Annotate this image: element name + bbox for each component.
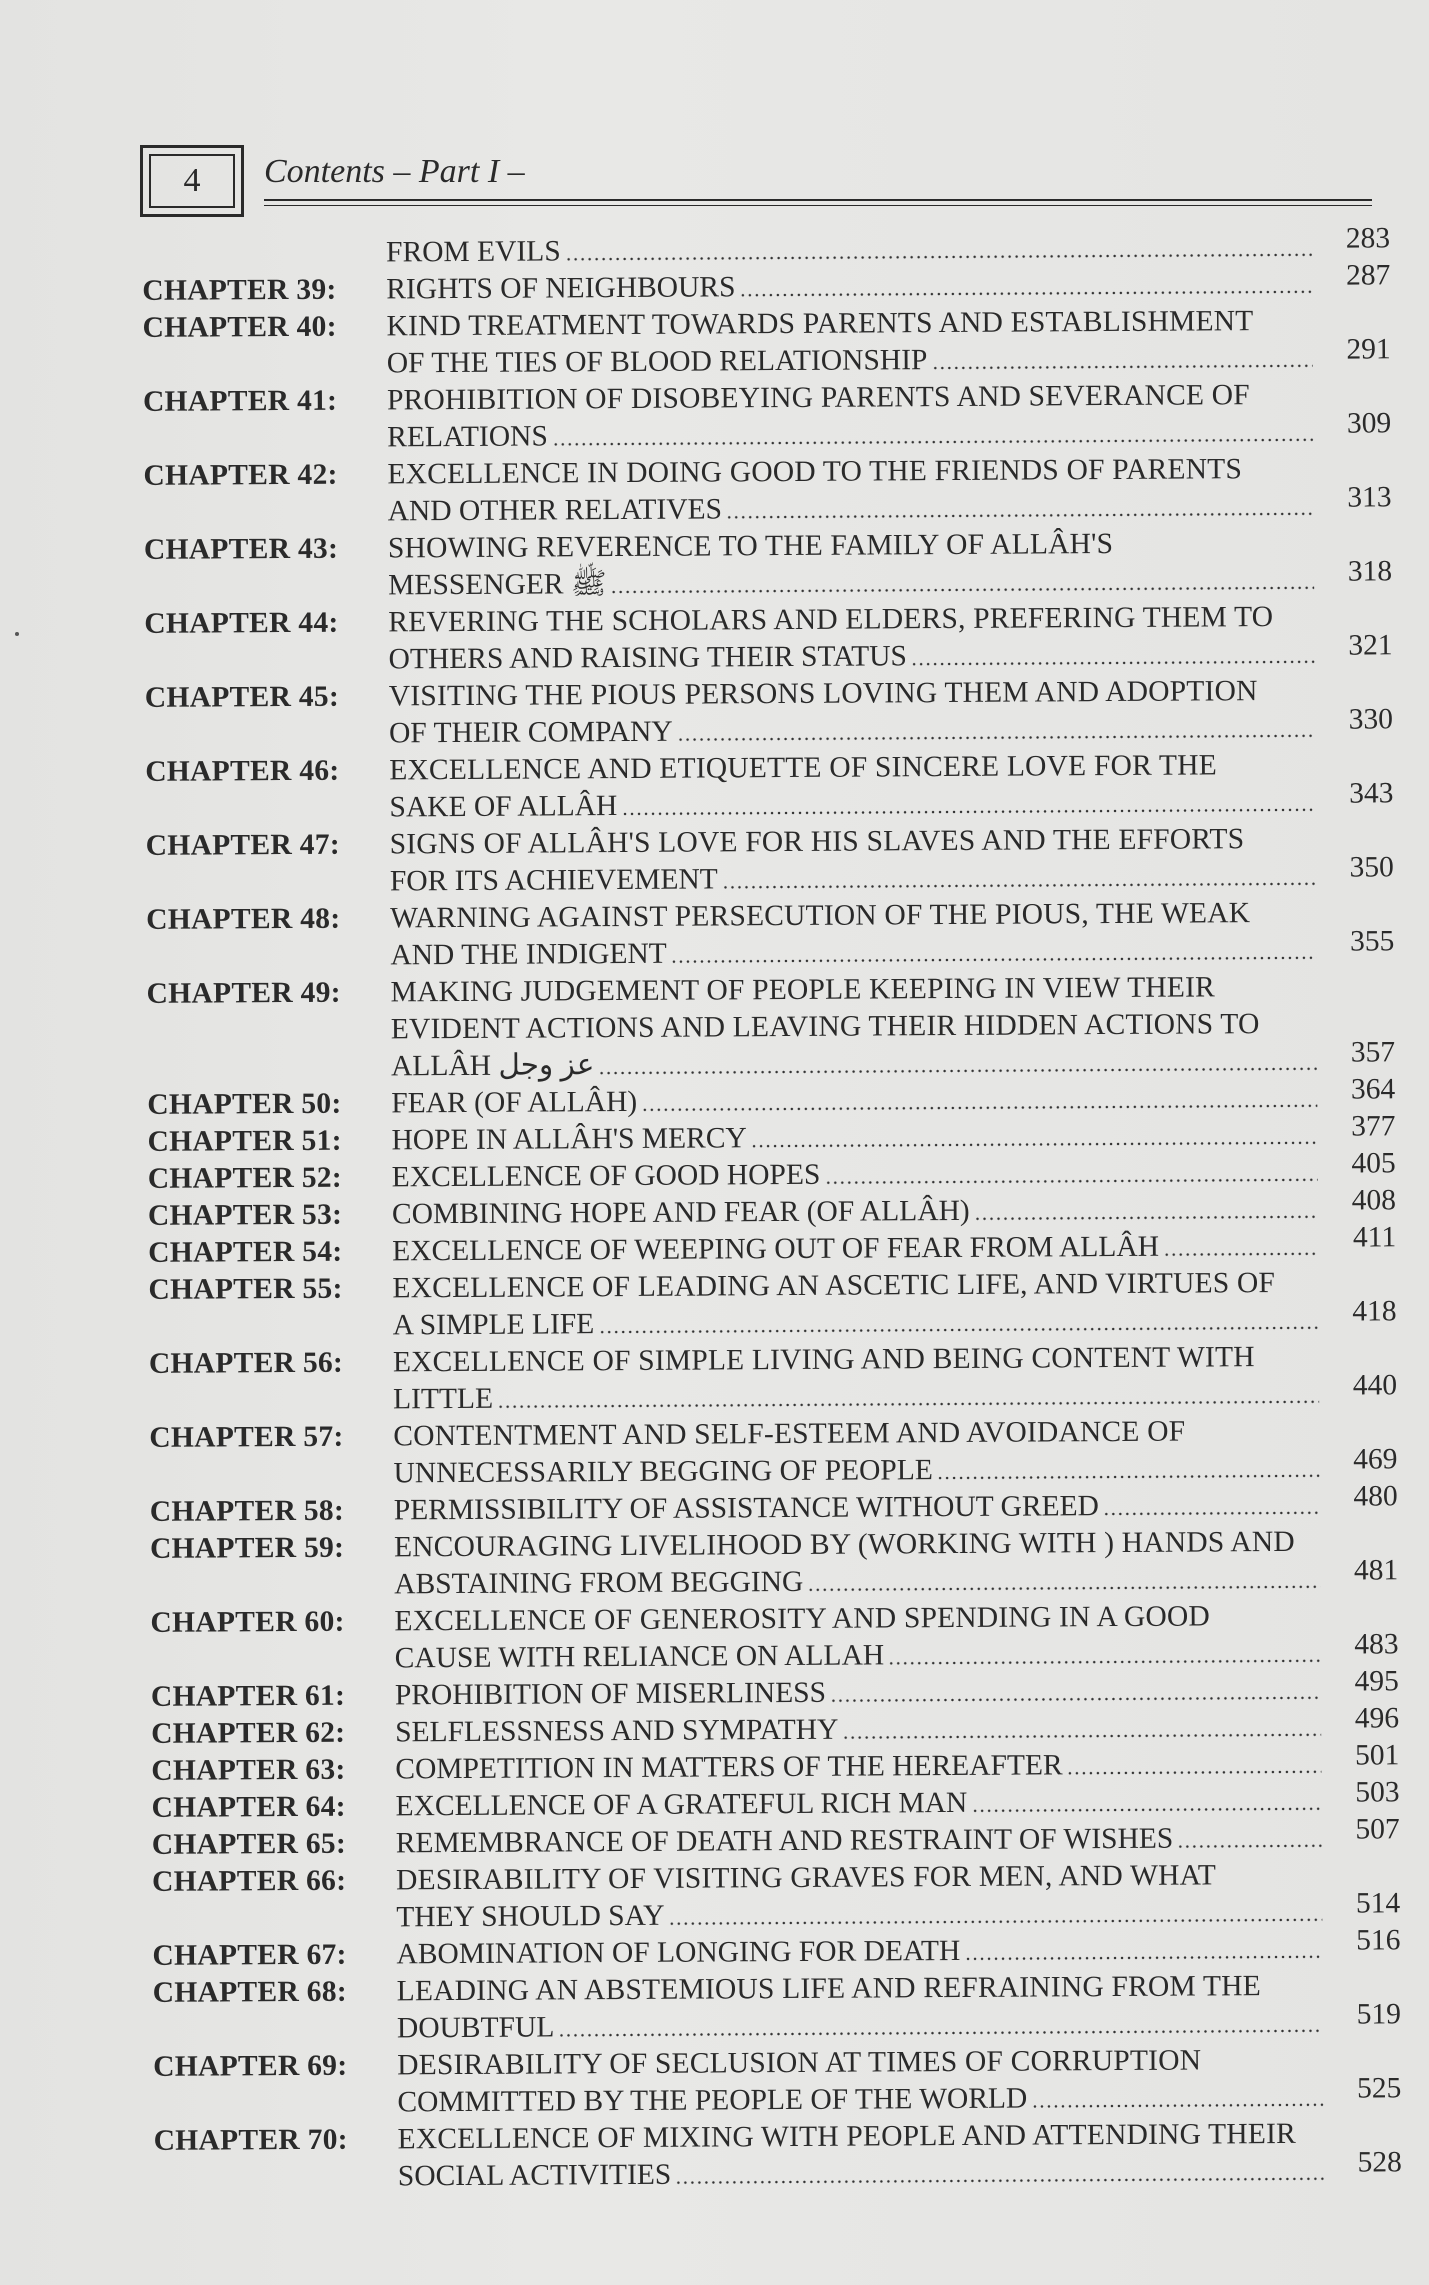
chapter-label: CHAPTER 57: [149, 1420, 344, 1454]
chapter-label: CHAPTER 70: [153, 2123, 348, 2157]
title-text: EXCELLENCE OF LEADING AN ASCETIC LIFE, AND VIRTUES OF [392, 1267, 1276, 1305]
title-text: CONTENTMENT AND SELF-ESTEEM AND AVOIDANCE OF [393, 1415, 1186, 1453]
title-text: EXCELLENCE AND ETIQUETTE OF SINCERE LOVE FOR THE [389, 749, 1217, 787]
dot-leader [675, 2177, 1324, 2185]
title-text: RELATIONS [387, 420, 548, 454]
page-ref[interactable]: 495 [1354, 1665, 1399, 1698]
toc-entry [137, 1338, 1397, 1420]
page-ref[interactable]: 411 [1352, 1221, 1397, 1254]
title-line [387, 450, 1391, 493]
page-speck [15, 632, 19, 636]
title-text: ABSTAINING FROM BEGGING [394, 1565, 804, 1601]
title-text: DESIRABILITY OF VISITING GRAVES FOR MEN, AND WHAT [395, 1859, 1217, 1897]
chapter-label: CHAPTER 51: [147, 1124, 342, 1158]
title-text: DOUBTFUL [396, 2011, 555, 2045]
page-ref[interactable]: 405 [1351, 1147, 1396, 1180]
page-ref[interactable]: 519 [1356, 1998, 1401, 2031]
dot-leader [671, 956, 1317, 964]
dot-leader [1103, 1511, 1320, 1516]
toc-entry [137, 1412, 1397, 1494]
toc-entry [141, 1967, 1401, 2049]
title-text: COMMITTED BY THE PEOPLE OF THE WORLD [397, 2082, 1028, 2119]
title-text: SAKE OF ALLÂH [389, 790, 618, 824]
page-ref[interactable]: 321 [1348, 629, 1393, 662]
title-line [393, 1412, 1397, 1455]
dot-leader [1067, 1770, 1322, 1776]
title-text: PROHIBITION OF DISOBEYING PARENTS AND SEVERANCE OF [386, 379, 1250, 417]
dot-leader [558, 2029, 1323, 2038]
title-line [388, 598, 1392, 641]
page-ref[interactable]: 483 [1354, 1628, 1399, 1661]
title-text: SIGNS OF ALLÂH'S LOVE FOR HIS SLAVES AND THE EFFORTS [389, 823, 1245, 861]
title-text: ENCOURAGING LIVELIHOOD BY (WORKING WITH ) HANDS AND [393, 1525, 1295, 1564]
title-text: EXCELLENCE OF WEEPING OUT OF FEAR FROM ALLÂH [392, 1230, 1160, 1268]
dot-leader [565, 253, 1312, 262]
title-text: EXCELLENCE OF GENEROSITY AND SPENDING IN A GOOD [394, 1600, 1211, 1638]
page-ref[interactable]: 469 [1353, 1443, 1398, 1476]
title-text: OTHERS AND RAISING THEIR STATUS [388, 640, 907, 676]
table-of-contents [130, 222, 1402, 2197]
entry-title [393, 1480, 1398, 1529]
title-last-line [389, 851, 1394, 900]
dot-leader [1031, 2103, 1323, 2109]
dot-leader [964, 1955, 1322, 1961]
title-text: A SIMPLE LIFE [392, 1308, 595, 1342]
page-ref[interactable]: 343 [1349, 777, 1394, 810]
dot-leader [739, 290, 1312, 297]
entry-title [386, 302, 1390, 382]
dot-leader [722, 882, 1316, 890]
dot-leader [751, 1141, 1318, 1148]
dot-leader [677, 734, 1315, 742]
entry-title [397, 1967, 1401, 2047]
title-last-line [394, 1554, 1399, 1603]
entry-title [390, 820, 1394, 900]
page-number-box [140, 145, 244, 217]
chapter-label: CHAPTER 40: [142, 310, 337, 344]
dot-leader [971, 1807, 1321, 1813]
chapter-label: CHAPTER 56: [148, 1346, 344, 1380]
title-text: SOCIAL ACTIVITIES [397, 2158, 672, 2193]
title-last-line [395, 1739, 1400, 1788]
title-text: AND THE INDIGENT [390, 937, 667, 972]
toc-entry [142, 2115, 1402, 2197]
toc-entry [138, 1523, 1398, 1605]
title-line [391, 1005, 1395, 1048]
page-ref[interactable]: 481 [1353, 1554, 1399, 1587]
title-text: ABOMINATION OF LONGING FOR DEATH [396, 1934, 961, 1971]
page-ref[interactable]: 350 [1349, 851, 1394, 884]
chapter-label: CHAPTER 63: [151, 1753, 346, 1787]
page-ref[interactable]: 318 [1347, 555, 1393, 588]
page-ref[interactable]: 525 [1356, 2072, 1402, 2105]
title-text: REVERING THE SCHOLARS AND ELDERS, PREFERING THEM TO [388, 601, 1274, 639]
dot-leader [599, 1067, 1318, 1075]
dot-leader [726, 512, 1314, 520]
title-last-line [394, 1628, 1399, 1677]
toc-entry [134, 820, 1394, 902]
title-text: FEAR (OF ALLÂH) [391, 1085, 638, 1120]
chapter-label: CHAPTER 44: [144, 606, 339, 640]
title-text: DESIRABILITY OF SECLUSION AT TIMES OF CORRUPTION [397, 2044, 1202, 2082]
title-text: EXCELLENCE OF GOOD HOPES [391, 1158, 821, 1194]
title-last-line [395, 1702, 1400, 1751]
title-last-line [391, 1110, 1396, 1159]
page-ref[interactable]: 309 [1346, 407, 1392, 440]
title-text: EXCELLENCE OF A GRATEFUL RICH MAN [395, 1786, 968, 1823]
entry-title [396, 1924, 1401, 1973]
chapter-label: CHAPTER 66: [151, 1864, 347, 1898]
toc-entry [140, 1856, 1400, 1938]
chapter-label: CHAPTER 41: [142, 384, 338, 418]
entry-title [396, 1856, 1400, 1936]
title-line [394, 1523, 1398, 1566]
entry-title [388, 524, 1392, 604]
dot-leader [824, 1178, 1317, 1185]
dot-leader [669, 1918, 1323, 1926]
dot-leader [888, 1659, 1321, 1666]
page-ref[interactable]: 528 [1357, 2146, 1402, 2179]
page-ref[interactable]: 501 [1354, 1739, 1400, 1772]
chapter-label: CHAPTER 42: [143, 458, 338, 492]
title-text: PROHIBITION OF MISERLINESS [394, 1676, 827, 1712]
page-ref[interactable]: 355 [1349, 925, 1395, 958]
entry-title [394, 1597, 1398, 1677]
chapter-label: CHAPTER 62: [151, 1716, 346, 1750]
chapter-label: CHAPTER 61: [150, 1679, 346, 1713]
chapter-label: CHAPTER 54: [148, 1235, 343, 1269]
title-text: LEADING AN ABSTEMIOUS LIFE AND REFRAINING FROM THE [396, 1970, 1261, 2008]
chapter-label: CHAPTER 69: [153, 2049, 348, 2083]
title-last-line [390, 1036, 1396, 1085]
chapter-label: CHAPTER 47: [145, 828, 341, 862]
toc-entry [132, 524, 1392, 606]
page-ref[interactable]: 283 [1345, 222, 1391, 255]
title-last-line [394, 1665, 1399, 1714]
chapter-label: CHAPTER 50: [147, 1087, 342, 1121]
title-last-line [389, 777, 1394, 826]
chapter-label: CHAPTER 59: [149, 1531, 345, 1565]
chapter-label: CHAPTER 43: [143, 532, 339, 566]
title-last-line [395, 1776, 1400, 1825]
chapter-label: CHAPTER 53: [147, 1198, 343, 1232]
title-last-line [396, 1887, 1401, 1936]
title-line [391, 968, 1395, 1011]
page-ref[interactable]: 287 [1345, 259, 1391, 292]
title-last-line [391, 1073, 1396, 1122]
title-last-line [391, 1147, 1396, 1196]
toc-entry [130, 302, 1390, 384]
title-text: REMEMBRANCE OF DEATH AND RESTRAINT OF WISHES [395, 1822, 1174, 1860]
dot-leader [1163, 1252, 1318, 1257]
entry-title [394, 1523, 1398, 1603]
title-line [388, 524, 1392, 567]
chapter-label: CHAPTER 64: [151, 1790, 346, 1824]
dot-leader [807, 1585, 1320, 1592]
title-text: EXCELLENCE IN DOING GOOD TO THE FRIENDS OF PARENTS [387, 453, 1243, 491]
title-text: EVIDENT ACTIONS AND LEAVING THEIR HIDDEN ACTIONS TO [390, 1008, 1260, 1046]
page-ref[interactable]: 291 [1346, 333, 1391, 366]
title-last-line [396, 1924, 1401, 1973]
title-text: RIGHTS OF NEIGHBOURS [386, 271, 736, 306]
title-text: COMPETITION IN MATTERS OF THE HEREAFTER [395, 1749, 1063, 1786]
chapter-label: CHAPTER 46: [145, 754, 340, 788]
title-line [390, 820, 1394, 863]
title-text: AND OTHER RELATIVES [387, 493, 723, 528]
entry-title [395, 1739, 1400, 1788]
title-last-line [395, 1813, 1400, 1862]
title-line [386, 302, 1390, 345]
entry-title [398, 2115, 1402, 2195]
dot-leader [598, 1326, 1318, 1334]
title-last-line [386, 333, 1391, 382]
toc-entry [132, 598, 1392, 680]
header-rule [264, 199, 1372, 201]
title-last-line [397, 2072, 1402, 2121]
page-ref[interactable]: 364 [1350, 1073, 1396, 1106]
title-last-line [386, 222, 1391, 271]
entry-title [388, 598, 1392, 678]
title-last-line [393, 1480, 1398, 1529]
title-line [397, 2041, 1401, 2084]
toc-entry [136, 1264, 1396, 1346]
entry-title [393, 1338, 1397, 1418]
chapter-label: CHAPTER 65: [151, 1827, 347, 1861]
toc-entry [141, 2041, 1401, 2123]
title-text: PERMISSIBILITY OF ASSISTANCE WITHOUT GREED [393, 1490, 1100, 1527]
title-text: VISITING THE PIOUS PERSONS LOVING THEM AND ADOPTION [388, 675, 1258, 713]
title-text: OF THEIR COMPANY [388, 715, 673, 750]
page-ref[interactable]: 514 [1355, 1887, 1401, 1920]
title-text: KIND TREATMENT TOWARDS PARENTS AND ESTABLISHMENT [386, 305, 1254, 343]
toc-entry [131, 450, 1391, 532]
title-last-line [388, 555, 1393, 604]
title-text: SELFLESSNESS AND SYMPATHY [395, 1713, 839, 1749]
page-ref[interactable]: 330 [1348, 703, 1394, 736]
entry-title [387, 376, 1391, 456]
chapter-label: CHAPTER 45: [144, 680, 340, 714]
title-text: UNNECESSARILY BEGGING OF PEOPLE [393, 1454, 933, 1490]
page-ref[interactable]: 357 [1350, 1036, 1396, 1069]
title-line [390, 894, 1394, 937]
title-line [394, 1597, 1398, 1640]
entry-title [394, 1665, 1399, 1714]
chapter-label: CHAPTER 52: [147, 1161, 343, 1195]
entry-title [391, 1110, 1396, 1159]
page-ref[interactable]: 408 [1351, 1184, 1397, 1217]
chapter-label: CHAPTER 49: [146, 976, 341, 1010]
page-ref[interactable]: 377 [1351, 1110, 1396, 1143]
entry-title [391, 1147, 1396, 1196]
running-title: Contents – Part I – [264, 153, 525, 190]
title-text: LITTLE [393, 1382, 494, 1416]
entry-title [391, 1073, 1396, 1122]
title-line [389, 672, 1393, 715]
dot-leader [552, 438, 1313, 447]
entry-title [391, 968, 1396, 1085]
chapter-label: CHAPTER 60: [150, 1605, 345, 1639]
toc-entry [131, 376, 1391, 458]
dot-leader [911, 660, 1315, 666]
title-line [389, 746, 1393, 789]
dot-leader [497, 1400, 1319, 1409]
chapter-label: CHAPTER 58: [149, 1494, 345, 1528]
title-last-line [386, 259, 1391, 308]
title-text: FROM EVILS [386, 235, 561, 269]
title-last-line [396, 1998, 1401, 2047]
entry-title [387, 450, 1391, 530]
title-line [393, 1338, 1397, 1381]
dot-leader [931, 364, 1312, 370]
entry-title [392, 1264, 1396, 1344]
title-text: EXCELLENCE OF SIMPLE LIVING AND BEING CONTENT WITH [392, 1341, 1255, 1379]
entry-title [386, 222, 1391, 271]
page-ref[interactable]: 516 [1356, 1924, 1401, 1957]
dot-leader [830, 1696, 1321, 1703]
title-text: HOPE IN ALLÂH'S MERCY [391, 1122, 747, 1157]
page-ref[interactable]: 313 [1347, 481, 1392, 514]
title-text: WARNING AGAINST PERSECUTION OF THE PIOUS, THE WEAK [390, 897, 1251, 935]
title-last-line [388, 629, 1393, 678]
title-text: FOR ITS ACHIEVEMENT [389, 863, 718, 898]
title-text: EXCELLENCE OF MIXING WITH PEOPLE AND ATTENDING THEIR [397, 2117, 1297, 2156]
entry-title [392, 1221, 1397, 1270]
page-ref[interactable]: 418 [1352, 1295, 1397, 1328]
title-last-line [387, 481, 1392, 530]
title-text: CAUSE WITH RELIANCE ON ALLAH [394, 1639, 885, 1675]
chapter-label [142, 234, 382, 235]
toc-entry [134, 894, 1394, 976]
title-last-line [392, 1221, 1397, 1270]
entry-title [397, 2041, 1401, 2121]
title-text: COMBINING HOPE AND FEAR (OF ALLÂH) [391, 1194, 970, 1231]
dot-leader [611, 586, 1315, 594]
title-text: ALLÂH عز وجل [390, 1049, 595, 1083]
entry-title [390, 894, 1394, 974]
toc-entry [135, 968, 1396, 1087]
title-text: OF THE TIES OF BLOOD RELATIONSHIP [386, 344, 928, 380]
page-number: 4 [149, 154, 235, 208]
entry-title [395, 1702, 1400, 1751]
page-ref[interactable]: 440 [1352, 1369, 1398, 1402]
entry-title [386, 259, 1391, 308]
page-ref[interactable]: 503 [1355, 1776, 1400, 1809]
page-ref[interactable]: 480 [1353, 1480, 1398, 1513]
page-header [140, 145, 1372, 225]
title-line [392, 1264, 1396, 1307]
toc-entry [133, 746, 1393, 828]
title-text: MESSENGER ﷺ [388, 568, 607, 602]
chapter-label: CHAPTER 68: [152, 1975, 348, 2009]
dot-leader [1177, 1844, 1322, 1849]
dot-leader [842, 1733, 1321, 1740]
dot-leader [937, 1474, 1320, 1480]
page-ref[interactable]: 507 [1355, 1813, 1400, 1846]
chapter-label: CHAPTER 55: [148, 1272, 343, 1306]
title-last-line [391, 1184, 1397, 1233]
header-rule-thin [264, 205, 1372, 206]
chapter-label: CHAPTER 48: [146, 902, 341, 936]
dot-leader [641, 1104, 1317, 1112]
dot-leader [621, 808, 1315, 816]
title-line [396, 1856, 1400, 1899]
title-last-line [388, 703, 1394, 752]
dot-leader [974, 1215, 1318, 1221]
title-line [387, 376, 1391, 419]
title-last-line [392, 1295, 1397, 1344]
chapter-label: CHAPTER 39: [142, 273, 337, 307]
title-last-line [397, 2146, 1402, 2195]
entry-title [391, 1184, 1397, 1233]
title-text: MAKING JUDGEMENT OF PEOPLE KEEPING IN VIEW THEIR [390, 971, 1216, 1009]
title-text: THEY SHOULD SAY [396, 1899, 665, 1934]
page-ref[interactable]: 496 [1354, 1702, 1400, 1735]
chapter-label: CHAPTER 67: [152, 1938, 347, 1972]
title-last-line [393, 1443, 1398, 1492]
entry-title [389, 672, 1393, 752]
title-line [397, 1967, 1401, 2010]
title-last-line [390, 925, 1395, 974]
entry-title [389, 746, 1393, 826]
entry-title [395, 1813, 1400, 1862]
entry-title [395, 1776, 1400, 1825]
title-last-line [387, 407, 1392, 456]
title-line [398, 2115, 1402, 2158]
title-last-line [393, 1369, 1398, 1418]
entry-title [393, 1412, 1397, 1492]
title-text: SHOWING REVERENCE TO THE FAMILY OF ALLÂH'S [387, 527, 1114, 565]
toc-entry [138, 1597, 1398, 1679]
toc-entry [133, 672, 1393, 754]
